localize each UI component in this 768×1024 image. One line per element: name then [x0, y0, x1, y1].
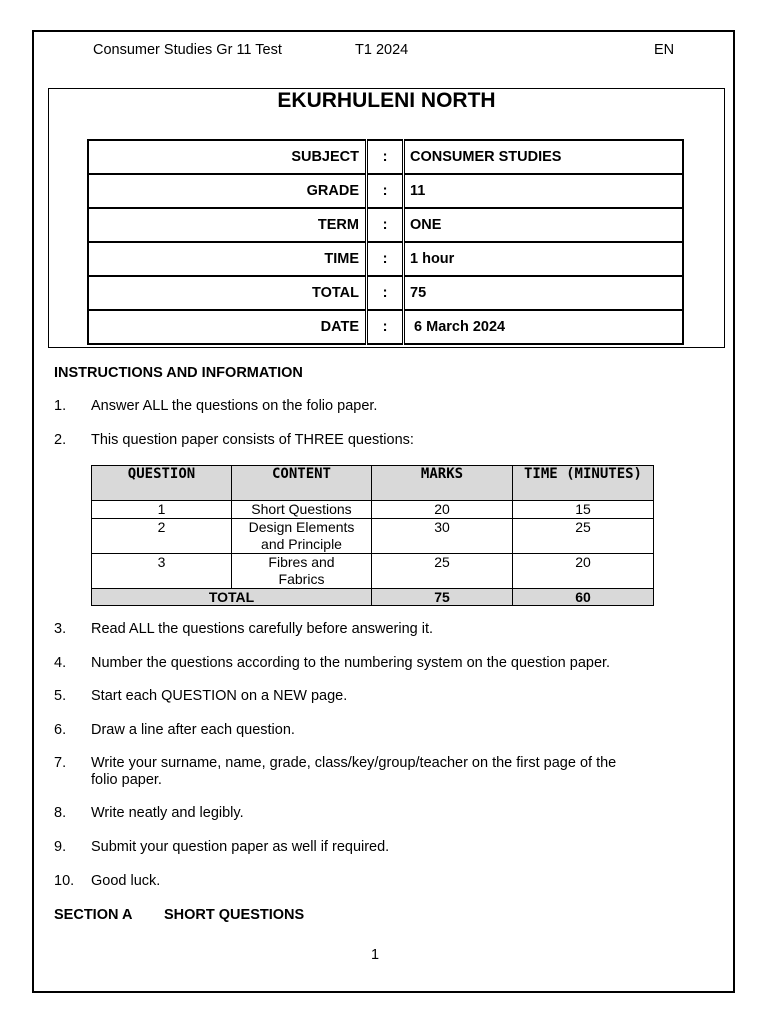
instruction-number: 9. [54, 839, 67, 855]
cell-marks: 20 [372, 501, 513, 519]
info-row-total [88, 276, 683, 310]
cell-time: 15 [513, 501, 654, 519]
instruction-text: Read ALL the questions carefully before answering it. [91, 621, 434, 637]
cell-marks: 30 [372, 519, 513, 554]
info-colon: : [367, 310, 404, 344]
instructions-heading: INSTRUCTIONS AND INFORMATION [54, 365, 303, 381]
cell-content: Fibres and Fabrics [232, 554, 372, 589]
cell-time: 25 [513, 519, 654, 554]
info-value: 11 [404, 174, 684, 208]
info-label: SUBJECT [88, 140, 367, 174]
table-row [92, 501, 654, 519]
total-label: TOTAL [92, 589, 372, 606]
info-value: ONE [404, 208, 684, 242]
paper-info-table [87, 139, 684, 345]
table-row [92, 554, 654, 589]
page-number: 1 [370, 947, 380, 963]
header-term: T1 2024 [355, 42, 409, 58]
header-marks: MARKS [372, 466, 513, 501]
info-value: CONSUMER STUDIES [404, 140, 684, 174]
instruction-number: 1. [54, 398, 67, 414]
info-colon: : [367, 140, 404, 174]
section-number: SECTION A [54, 907, 133, 923]
instruction-number: 3. [54, 621, 67, 637]
instruction-number: 2. [54, 432, 67, 448]
instruction-text: Write neatly and legibly. [91, 805, 244, 821]
info-label: GRADE [88, 174, 367, 208]
instruction-number: 5. [54, 688, 67, 704]
instruction-number: 4. [54, 655, 67, 671]
info-row-time [88, 242, 683, 276]
info-label: TIME [88, 242, 367, 276]
table-row [92, 519, 654, 554]
header-time: TIME (MINUTES) [513, 466, 654, 501]
header-question: QUESTION [92, 466, 232, 501]
cell-question: 3 [92, 554, 232, 589]
question-summary-table [91, 465, 654, 606]
instruction-text: Number the questions according to the numbering system on the question paper. [91, 655, 611, 671]
info-row-subject [88, 140, 683, 174]
instruction-text: Start each QUESTION on a NEW page. [91, 688, 348, 704]
instruction-number: 7. [54, 755, 67, 771]
info-colon: : [367, 242, 404, 276]
info-row-term [88, 208, 683, 242]
info-value: 75 [404, 276, 684, 310]
instruction-text: Answer ALL the questions on the folio paper. [91, 398, 378, 414]
total-marks: 75 [372, 589, 513, 606]
header-content: CONTENT [232, 466, 372, 501]
info-value: 1 hour [404, 242, 684, 276]
instruction-text: Write your surname, name, grade, class/key/group/teacher on the first page of the folio paper. [91, 755, 617, 788]
instruction-number: 10. [54, 873, 75, 889]
instruction-number: 6. [54, 722, 67, 738]
cell-content: Design Elements and Principle [232, 519, 372, 554]
section-title: SHORT QUESTIONS [164, 907, 305, 923]
instruction-number: 8. [54, 805, 67, 821]
instruction-text: Draw a line after each question. [91, 722, 295, 738]
info-colon: : [367, 208, 404, 242]
instruction-text: Submit your question paper as well if required. [91, 839, 390, 855]
info-colon: : [367, 174, 404, 208]
cell-content: Short Questions [232, 501, 372, 519]
info-row-date [88, 310, 683, 344]
info-colon: : [367, 276, 404, 310]
instruction-text: This question paper consists of THREE questions: [91, 432, 414, 448]
question-table-header-row [92, 466, 654, 501]
cell-time: 20 [513, 554, 654, 589]
info-label: DATE [88, 310, 367, 344]
info-label: TERM [88, 208, 367, 242]
school-name: EKURHULENI NORTH [277, 89, 496, 112]
cell-question: 1 [92, 501, 232, 519]
table-total-row [92, 589, 654, 606]
total-time: 60 [513, 589, 654, 606]
header-subject: Consumer Studies Gr 11 Test [93, 42, 282, 58]
cell-marks: 25 [372, 554, 513, 589]
cell-question: 2 [92, 519, 232, 554]
info-row-grade [88, 174, 683, 208]
header-language: EN [654, 42, 675, 58]
info-value: 6 March 2024 [404, 310, 684, 344]
instruction-text: Good luck. [91, 873, 161, 889]
info-label: TOTAL [88, 276, 367, 310]
